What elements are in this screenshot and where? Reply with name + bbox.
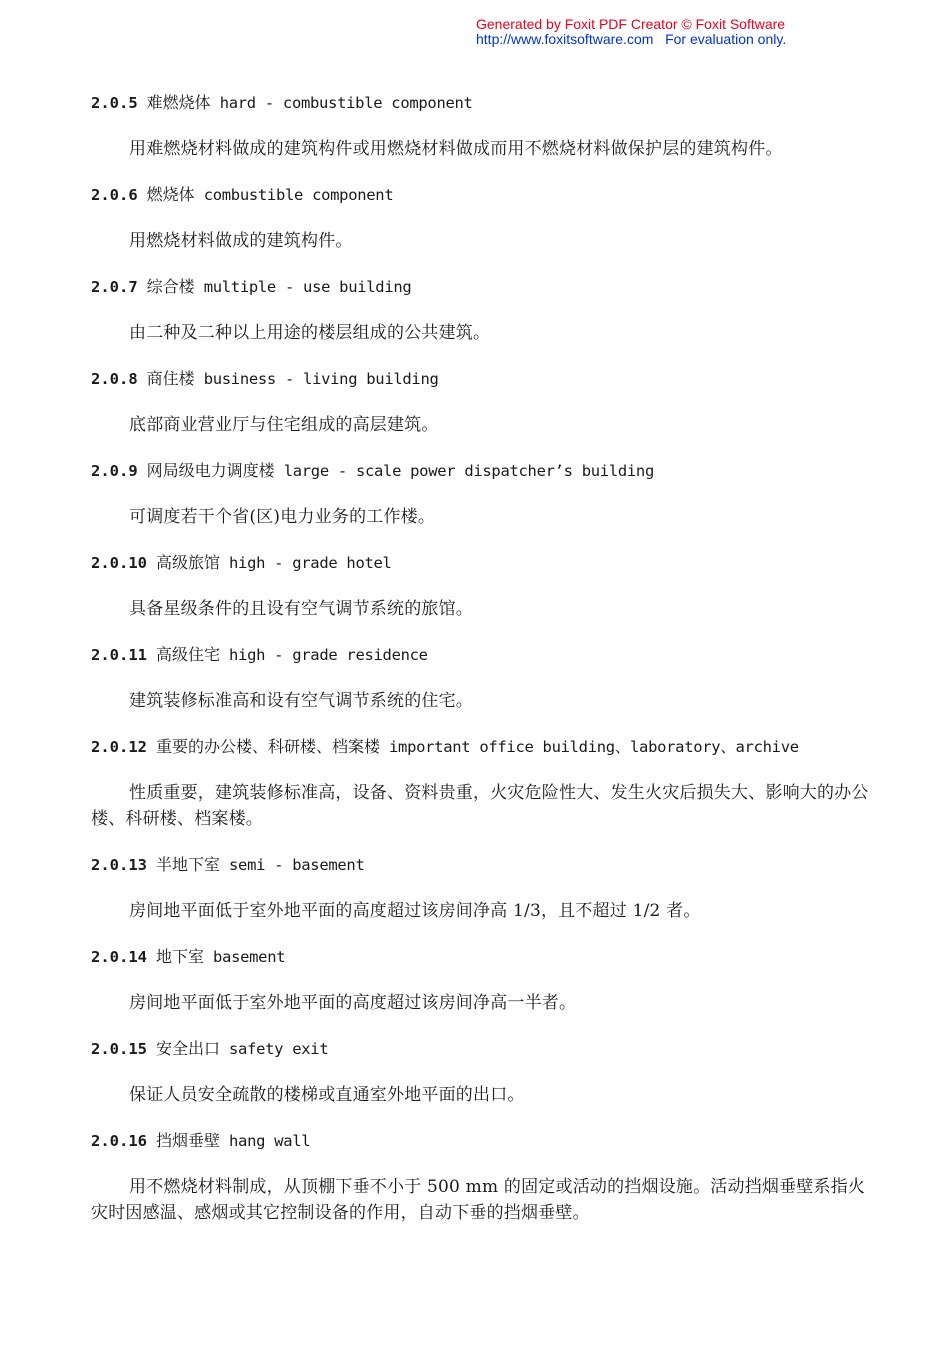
clause-number: 2.0.13 bbox=[91, 856, 147, 874]
watermark-line2 bbox=[476, 32, 786, 47]
term-english: semi - basement bbox=[229, 856, 365, 874]
clause-number: 2.0.10 bbox=[91, 554, 147, 572]
term-heading bbox=[91, 852, 871, 878]
term-heading bbox=[91, 366, 871, 392]
term-english: combustible component bbox=[203, 186, 394, 204]
term-definition: 保证人员安全疏散的楼梯或直通室外地平面的出口。 bbox=[129, 1085, 525, 1105]
document-body bbox=[91, 90, 871, 1246]
term-definition: 性质重要，建筑装修标准高，设备、资料贵重，火灾危险性大、发生火灾后损失大、影响大的办公楼、科研楼、档案楼。 bbox=[91, 783, 869, 829]
term-chinese: 商住楼 bbox=[146, 369, 195, 388]
term-heading bbox=[91, 734, 871, 760]
clause-number: 2.0.9 bbox=[91, 462, 138, 480]
clause-number: 2.0.7 bbox=[91, 278, 138, 296]
clause-number: 2.0.6 bbox=[91, 186, 138, 204]
term-chinese: 网局级电力调度楼 bbox=[146, 461, 275, 480]
term-english: hang wall bbox=[229, 1132, 311, 1150]
term-definition: 建筑装修标准高和设有空气调节系统的住宅。 bbox=[129, 691, 473, 711]
definition-entry bbox=[91, 274, 871, 346]
foxit-watermark bbox=[476, 17, 786, 47]
term-definition: 具备星级条件的且设有空气调节系统的旅馆。 bbox=[129, 599, 473, 619]
term-heading bbox=[91, 90, 871, 116]
term-definition: 用燃烧材料做成的建筑构件。 bbox=[129, 231, 353, 251]
term-english: safety exit bbox=[229, 1040, 329, 1058]
term-english: hard - combustible component bbox=[219, 94, 473, 112]
term-chinese: 高级住宅 bbox=[156, 645, 221, 664]
term-heading bbox=[91, 1036, 871, 1062]
term-heading bbox=[91, 274, 871, 300]
term-chinese: 重要的办公楼、科研楼、档案楼 bbox=[156, 737, 381, 756]
term-chinese: 综合楼 bbox=[146, 277, 195, 296]
term-definition: 由二种及二种以上用途的楼层组成的公共建筑。 bbox=[129, 323, 491, 343]
term-definition: 用难燃烧材料做成的建筑构件或用燃烧材料做成而用不燃烧材料做保护层的建筑构件。 bbox=[129, 139, 783, 159]
watermark-note: For evaluation only. bbox=[665, 31, 787, 47]
definition-entry bbox=[91, 1036, 871, 1108]
definition-entry bbox=[91, 1128, 871, 1226]
term-definition: 房间地平面低于室外地平面的高度超过该房间净高 1/3，且不超过 1/2 者。 bbox=[129, 901, 701, 921]
term-english: business - living building bbox=[203, 370, 439, 388]
definition-entry bbox=[91, 366, 871, 438]
term-definition: 底部商业营业厅与住宅组成的高层建筑。 bbox=[129, 415, 439, 435]
definition-entry bbox=[91, 550, 871, 622]
term-chinese: 挡烟垂壁 bbox=[156, 1131, 221, 1150]
term-chinese: 安全出口 bbox=[156, 1039, 221, 1058]
term-chinese: 半地下室 bbox=[156, 855, 221, 874]
term-english: basement bbox=[213, 948, 286, 966]
term-definition: 可调度若干个省(区)电力业务的工作楼。 bbox=[129, 507, 436, 527]
clause-number: 2.0.16 bbox=[91, 1132, 147, 1150]
term-english: multiple - use building bbox=[203, 278, 412, 296]
term-heading bbox=[91, 550, 871, 576]
watermark-line1: Generated by Foxit PDF Creator © Foxit Software bbox=[476, 16, 786, 32]
watermark-url[interactable]: http://www.foxitsoftware.com bbox=[476, 31, 654, 47]
term-english: large - scale power dispatcher’s building bbox=[283, 462, 654, 480]
definition-entry bbox=[91, 90, 871, 162]
definition-entry bbox=[91, 458, 871, 530]
term-heading bbox=[91, 458, 871, 484]
definition-entry bbox=[91, 944, 871, 1016]
clause-number: 2.0.14 bbox=[91, 948, 147, 966]
term-chinese: 难燃烧体 bbox=[146, 93, 211, 112]
term-english: high - grade hotel bbox=[229, 554, 392, 572]
term-heading bbox=[91, 182, 871, 208]
clause-number: 2.0.8 bbox=[91, 370, 138, 388]
term-heading bbox=[91, 944, 871, 970]
term-heading bbox=[91, 642, 871, 668]
definition-entry bbox=[91, 734, 871, 832]
term-english: important office building、laboratory、archive bbox=[389, 738, 799, 756]
term-definition: 房间地平面低于室外地平面的高度超过该房间净高一半者。 bbox=[129, 993, 577, 1013]
clause-number: 2.0.12 bbox=[91, 738, 147, 756]
definition-entry bbox=[91, 182, 871, 254]
term-chinese: 燃烧体 bbox=[146, 185, 195, 204]
definition-entry bbox=[91, 642, 871, 714]
term-chinese: 高级旅馆 bbox=[156, 553, 221, 572]
clause-number: 2.0.5 bbox=[91, 94, 138, 112]
clause-number: 2.0.11 bbox=[91, 646, 147, 664]
term-heading bbox=[91, 1128, 871, 1154]
term-english: high - grade residence bbox=[229, 646, 428, 664]
term-definition: 用不燃烧材料制成，从顶棚下垂不小于 500 mm 的固定或活动的挡烟设施。活动挡烟垂壁系指火灾时因感温、感烟或其它控制设备的作用，自动下垂的挡烟垂壁。 bbox=[91, 1177, 866, 1223]
clause-number: 2.0.15 bbox=[91, 1040, 147, 1058]
term-chinese: 地下室 bbox=[156, 947, 205, 966]
definition-entry bbox=[91, 852, 871, 924]
